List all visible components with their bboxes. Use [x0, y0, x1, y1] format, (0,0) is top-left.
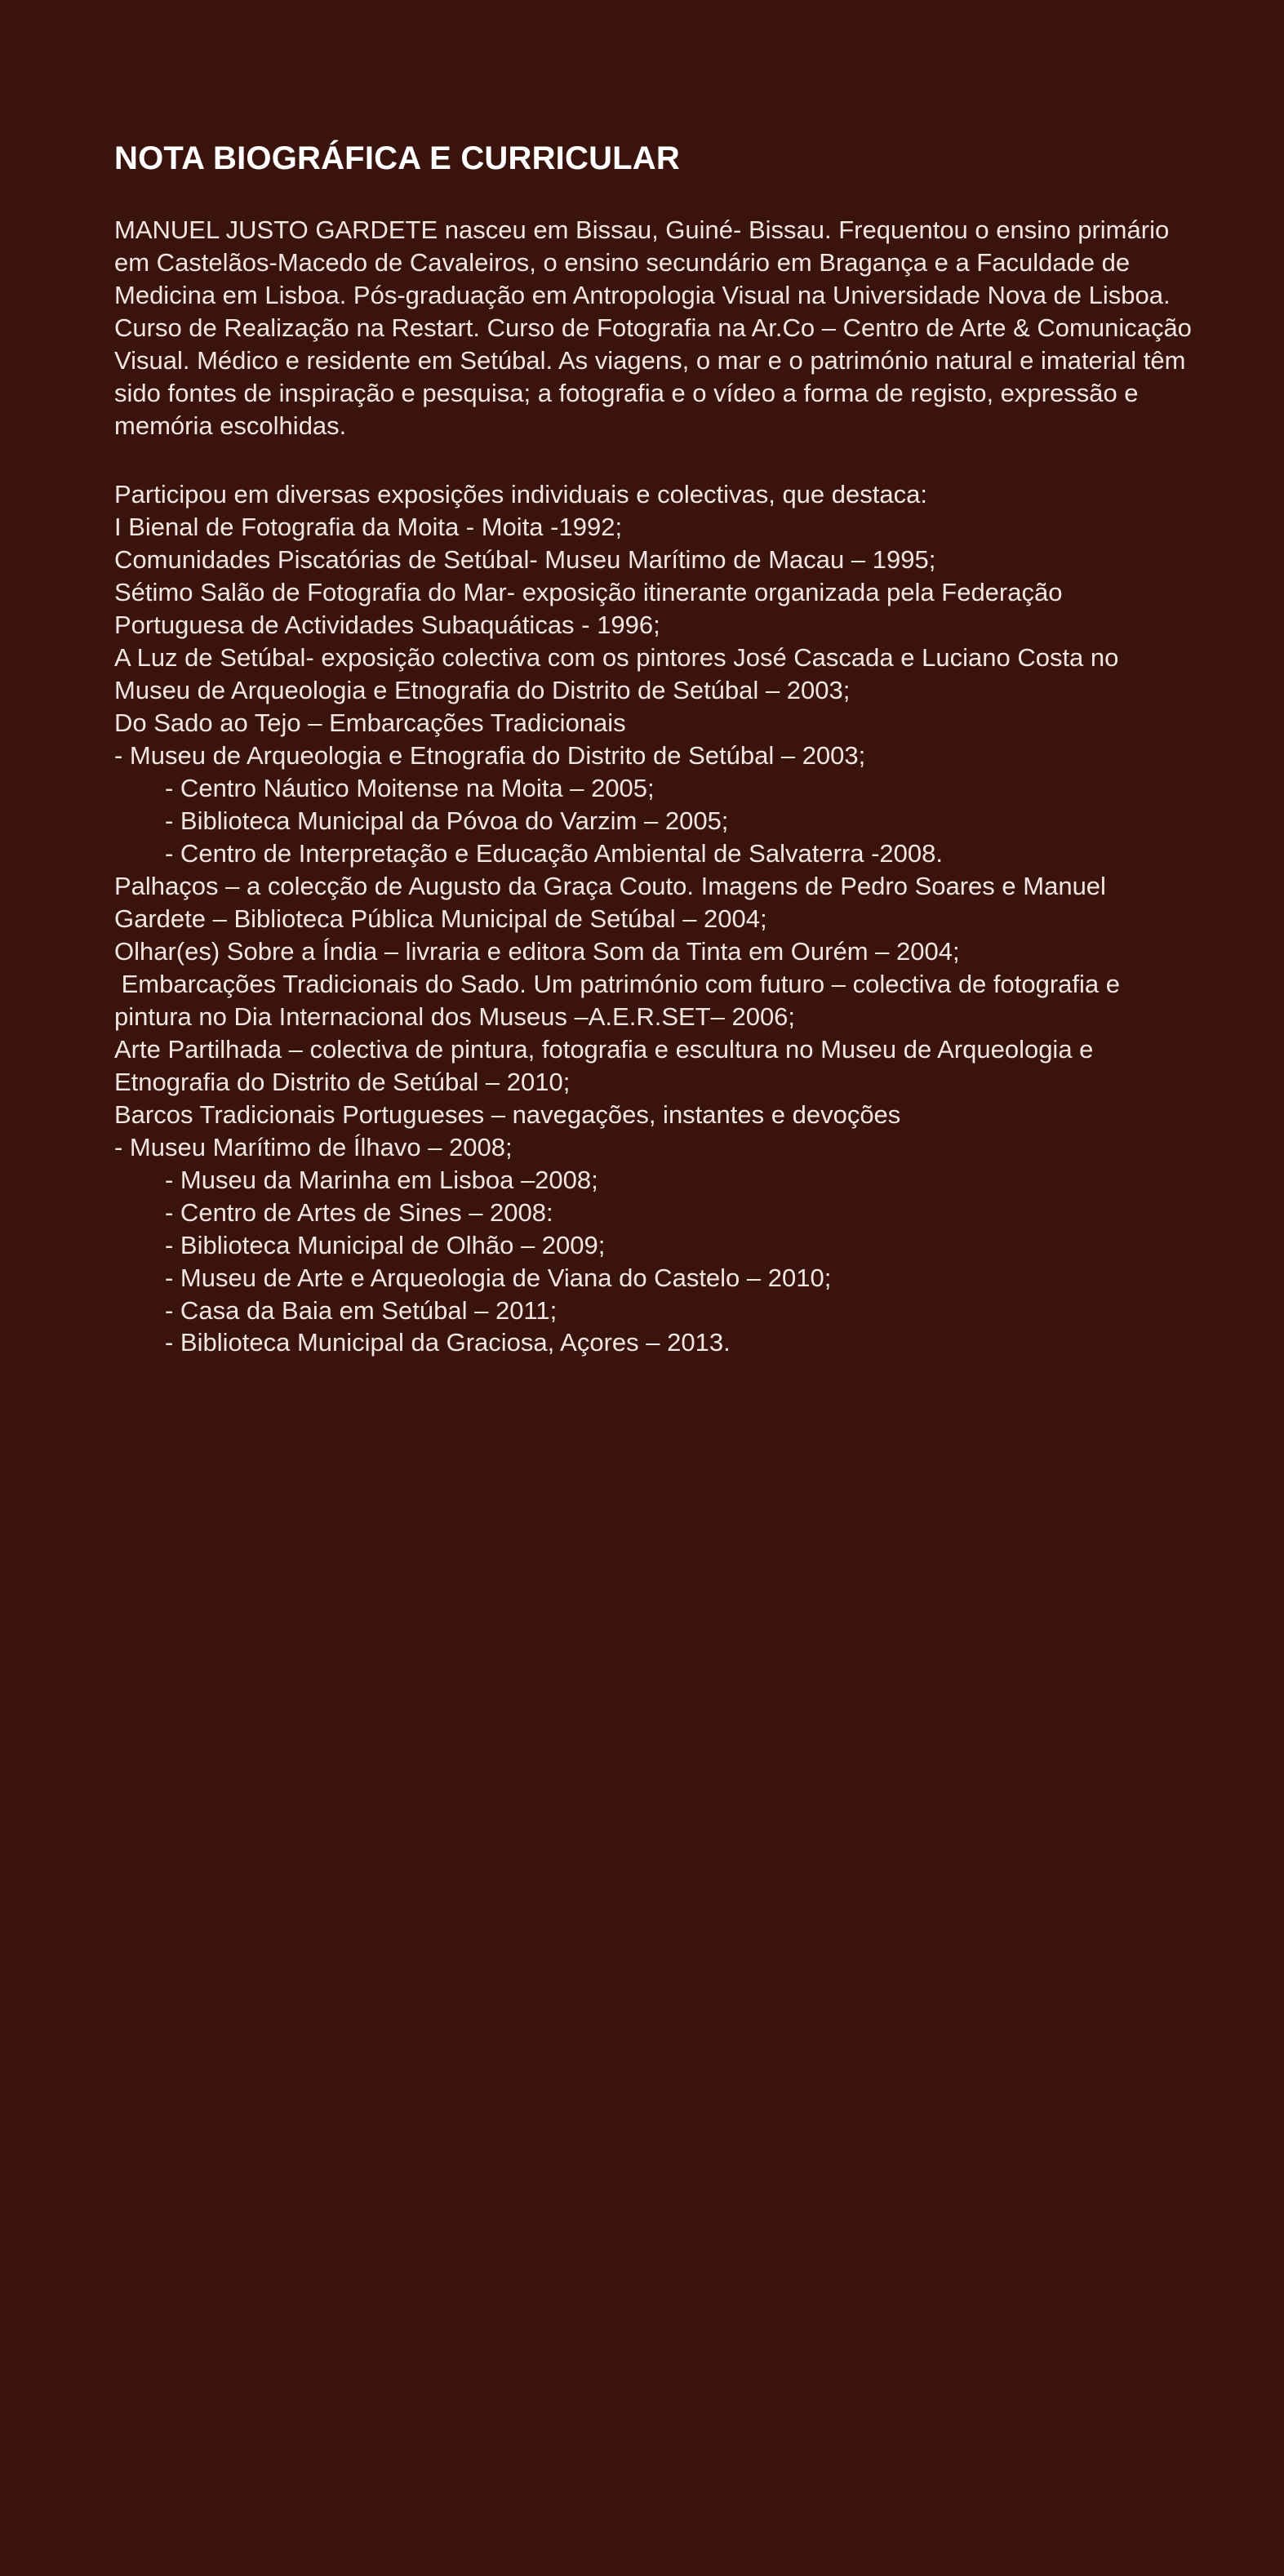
list-item: Comunidades Piscatórias de Setúbal- Museu Marítimo de Macau – 1995; — [114, 544, 936, 574]
list-item: A Luz de Setúbal- exposição colectiva com os pintores José Cascada e Luciano Costa no Museu de Arqueologia e Etnografia do Distrito de Setúbal – 2003; — [114, 642, 1126, 704]
list-item: Palhaços – a colecção de Augusto da Graça Couto. Imagens de Pedro Soares e Manuel Gardete – Biblioteca Pública Municipal de Setúbal – 2004; — [114, 871, 1113, 933]
list-item: Do Sado ao Tejo – Embarcações Tradicionais — [114, 708, 626, 737]
list-item: - Museu de Arte e Arqueologia de Viana do Castelo – 2010; — [165, 1263, 832, 1292]
page-title: NOTA BIOGRÁFICA E CURRICULAR — [114, 140, 680, 176]
exhibitions-intro: Participou em diversas exposições individuais e colectivas, que destaca: — [114, 479, 927, 509]
list-item: Sétimo Salão de Fotografia do Mar- exposição itinerante organizada pela Federação Portuguesa de Actividades Subaquáticas - 1996; — [114, 577, 1070, 639]
paragraph-spacer — [114, 442, 1194, 478]
list-item: - Museu da Marinha em Lisboa –2008; — [165, 1165, 598, 1194]
list-item: - Biblioteca Municipal da Póvoa do Varzim – 2005; — [165, 806, 729, 835]
list-item: - Centro de Interpretação e Educação Ambiental de Salvaterra -2008. — [165, 838, 943, 868]
exhibitions-list — [114, 511, 1194, 1360]
list-item: - Biblioteca Municipal da Graciosa, Açores – 2013. — [165, 1328, 731, 1357]
list-item: - Biblioteca Municipal de Olhão – 2009; — [165, 1230, 606, 1259]
list-item: Olhar(es) Sobre a Índia – livraria e editora Som da Tinta em Ourém – 2004; — [114, 936, 960, 966]
list-item: Arte Partilhada – colectiva de pintura, fotografia e escultura no Museu de Arqueologia e Etnografia do Distrito de Setúbal – 2010; — [114, 1034, 1101, 1096]
biography-paragraph: MANUEL JUSTO GARDETE nasceu em Bissau, Guiné- Bissau. Frequentou o ensino primário em Castelãos-Macedo de Cavaleiros, o ensino secundário em Bragança e a Faculdade de Medicina em Lisboa. Pós-graduação em Antropologia Visual na Universidade Nova de Lisboa. Curso de Realização na Restart. Curso de Fotografia na Ar.Co – Centro de Arte & Comunicação Visual. Médico e residente em Setúbal. As viagens, o mar e o património natural e imaterial têm sido fontes de inspiração e pesquisa; a fotografia e o vídeo a forma de registo, expressão e memória escolhidas. — [114, 215, 1192, 440]
list-item: - Centro de Artes de Sines – 2008: — [165, 1197, 553, 1227]
list-item: - Museu de Arqueologia e Etnografia do Distrito de Setúbal – 2003; — [114, 740, 866, 770]
list-item: I Bienal de Fotografia da Moita - Moita -1992; — [114, 512, 623, 541]
list-item: - Casa da Baia em Setúbal – 2011; — [165, 1295, 558, 1325]
list-item: Barcos Tradicionais Portugueses – navegações, instantes e devoções — [114, 1099, 901, 1129]
list-item: Embarcações Tradicionais do Sado. Um património com futuro – colectiva de fotografia e pintura no Dia Internacional dos Museus –A.E.R.SET– 2006; — [114, 969, 1127, 1031]
list-item: - Museu Marítimo de Ílhavo – 2008; — [114, 1132, 513, 1161]
list-item: - Centro Náutico Moitense na Moita – 2005; — [165, 773, 655, 802]
